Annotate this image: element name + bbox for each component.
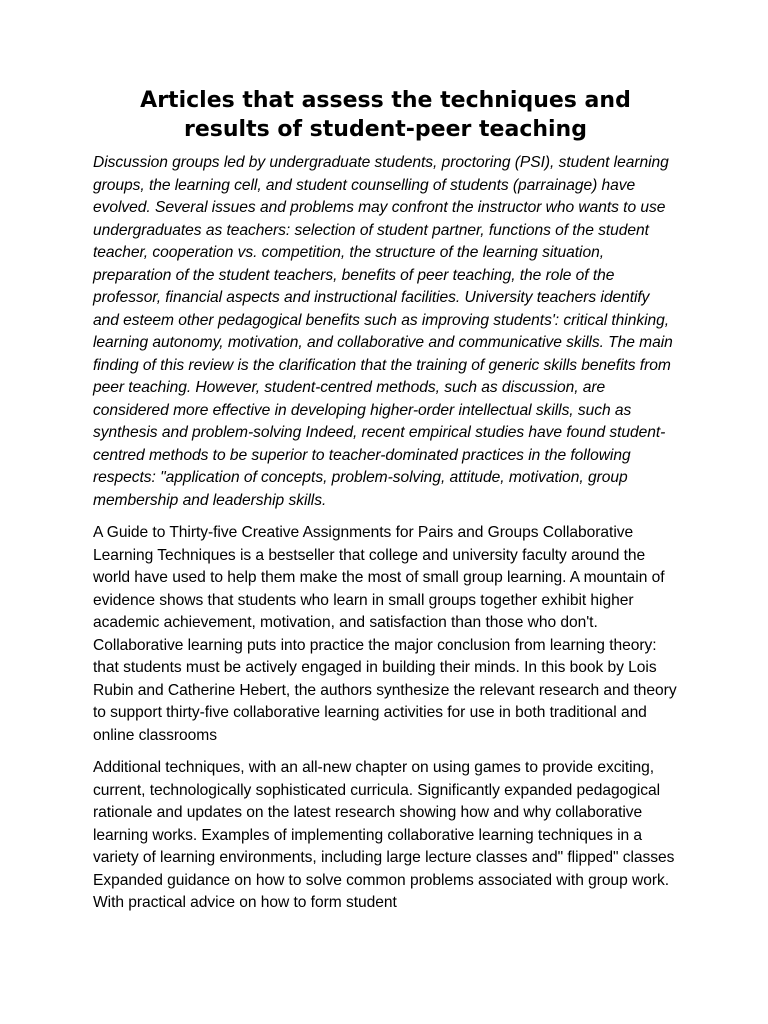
body-paragraph-1: A Guide to Thirty-five Creative Assignments for Pairs and Groups Collaborative Learning Techniques is a bestseller that college and university faculty around the world have used to help them make the most of small group learning. A mountain of evidence shows that students who learn in small groups together exhibit higher academic achievement, motivation, and satisfaction than those who don't. Collaborative learning puts into practice the major conclusion from learning theory: that students must be actively engaged in building their minds. In this book by Lois Rubin and Catherine Hebert, the authors synthesize the relevant research and theory to support thirty-five collaborative learning activities for use in both traditional and online classrooms <box>93 524 677 744</box>
abstract-paragraph: Discussion groups led by undergraduate students, proctoring (PSI), student learning groups, the learning cell, and student counselling of students (parrainage) have evolved. Several issues and problems may confront the instructor who wants to use undergraduates as teachers: selection of student partner, functions of the student teacher, cooperation vs. competition, the structure of the learning situation, preparation of the student teachers, benefits of peer teaching, the role of the professor, financial aspects and instructional facilities. University teachers identify and esteem other pedagogical benefits such as improving students': critical thinking, learning autonomy, motivation, and collaborative and communicative skills. The main finding of this review is the clarification that the training of generic skills benefits from peer teaching. However, student-centred methods, such as discussion, are considered more effective in developing higher-order intellectual skills, such as synthesis and problem-solving Indeed, recent empirical studies have found student-centred methods to be superior to teacher-dominated practices in the following respects: "application of concepts, problem-solving, attitude, motivation, group membership and leadership skills. <box>93 154 673 509</box>
body-paragraph-2: Additional techniques, with an all-new chapter on using games to provide exciting, current, technologically sophisticated curricula. Significantly expanded pedagogical rationale and updates on the latest research showing how and why collaborative learning works. Examples of implementing collaborative learning techniques in a variety of learning environments, including large lecture classes and" flipped" classes Expanded guidance on how to solve common problems associated with group work. With practical advice on how to form student <box>93 759 675 911</box>
document-title: Articles that assess the techniques and results of student-peer teaching <box>140 88 631 142</box>
document-content <box>93 86 678 925</box>
